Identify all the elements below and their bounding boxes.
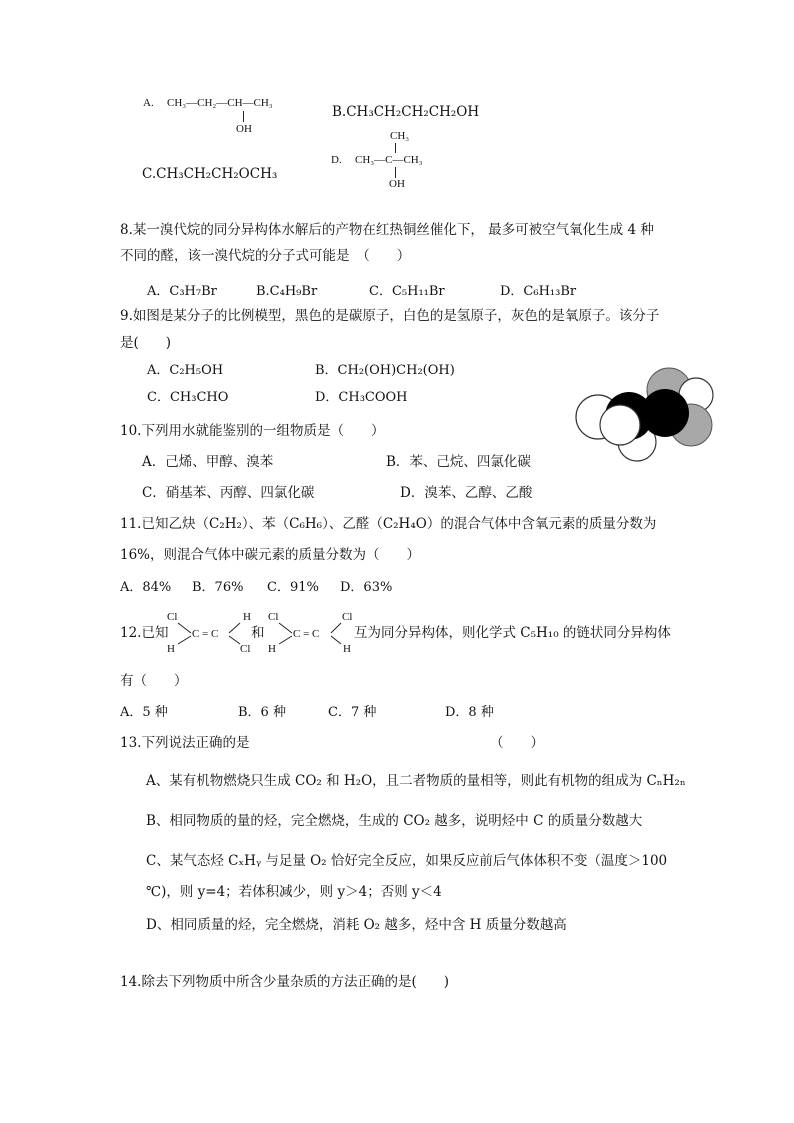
q12-struct1-core: C = C <box>192 628 219 640</box>
q8-option-b[interactable]: B.C₄H₉Br <box>256 284 318 299</box>
q12-option-a[interactable]: A．5 种 <box>120 705 168 720</box>
option-d-bond-bottom <box>395 167 396 178</box>
q12-struct2-bottom-right: H <box>343 643 351 655</box>
q13-option-d[interactable]: D、相同质量的烃，完全燃烧，消耗 O₂ 越多，烃中含 H 质量分数越高 <box>146 917 567 933</box>
q8-option-a[interactable]: A．C₃H₇Br <box>147 284 217 299</box>
q9-option-c[interactable]: C．CH₃CHO <box>147 390 229 405</box>
q12-struct1-top-left: Cl <box>167 611 178 623</box>
q10-option-d[interactable]: D．溴苯、乙醇、乙酸 <box>400 485 533 501</box>
q12-struct1-bottom-left: H <box>167 643 175 655</box>
option-d-bond-top <box>395 143 396 153</box>
q8-option-c[interactable]: C．C₅H₁₁Br <box>369 284 445 299</box>
q14-stem: 14.除去下列物质中所含少量杂质的方法正确的是( ) <box>120 974 450 990</box>
option-d-top: CH₃ <box>390 130 410 142</box>
q13-stem: 13.下列说法正确的是 <box>120 735 250 751</box>
hydrogen-atom-front <box>600 405 640 445</box>
q12-option-b[interactable]: B．6 种 <box>238 705 286 720</box>
q13-option-b[interactable]: B、相同物质的量的烃，完全燃烧，生成的 CO₂ 越多，说明烃中 C 的质量分数越大 <box>146 813 643 829</box>
q12-option-c[interactable]: C．7 种 <box>328 705 377 720</box>
q8-option-d[interactable]: D．C₆H₁₃Br <box>500 284 577 299</box>
option-b: B.CH₃CH₂CH₂CH₂OH <box>332 104 480 120</box>
q11-line2: 16%，则混合气体中碳元素的质量分数为（ ） <box>120 547 421 563</box>
q12-prefix: 12.已知 <box>120 625 169 641</box>
q10-stem: 10.下列用水就能鉴别的一组物质是（ ） <box>120 423 385 439</box>
option-c: C.CH₃CH₂CH₂OCH₃ <box>142 166 278 182</box>
q9-option-d[interactable]: D．CH₃COOH <box>315 390 408 405</box>
q12-struct2-bonds <box>261 610 361 658</box>
molecule-model-figure <box>572 366 718 462</box>
q12-struct2-core: C = C <box>293 628 320 640</box>
q12-struct1-bottom-right: Cl <box>240 643 251 655</box>
option-a-chain: CH₃—CH₂—CH—CH₃ <box>167 97 273 109</box>
q11-option-d[interactable]: D．63% <box>340 580 393 595</box>
option-a-oh: OH <box>236 123 252 135</box>
carbon-atom-right <box>641 389 689 437</box>
q11-option-b[interactable]: B．76% <box>192 580 244 595</box>
q12-struct2-top-right: Cl <box>342 611 353 623</box>
q12-suffix: 互为同分异构体，则化学式 C₅H₁₀ 的链状同分异构体 <box>354 625 671 641</box>
q12-line2: 有（ ） <box>120 673 188 689</box>
q12-and: 和 <box>251 625 265 641</box>
q12-option-d[interactable]: D．8 种 <box>445 705 494 720</box>
q9-option-b[interactable]: B．CH₂(OH)CH₂(OH) <box>315 363 455 378</box>
q9-line1: 9.如图是某分子的比例模型，黑色的是碳原子，白色的是氢原子，灰色的是氧原子。该分子 <box>120 308 660 324</box>
q12-struct2-bottom-left: H <box>268 643 276 655</box>
q11-option-a[interactable]: A．84% <box>120 580 172 595</box>
q12-struct2-top-left: Cl <box>268 611 279 623</box>
q9-option-a[interactable]: A．C₂H₅OH <box>147 363 224 378</box>
option-d-label: D. <box>331 154 342 166</box>
q9-line2: 是( ) <box>120 335 172 351</box>
option-d-chain: CH₃—C—CH₃ <box>355 154 423 166</box>
q10-option-a[interactable]: A．己烯、甲醇、溴苯 <box>142 454 274 470</box>
q11-option-c[interactable]: C．91% <box>267 580 319 595</box>
q11-line1: 11.已知乙炔（C₂H₂）、苯（C₆H₆）、乙醛（C₂H₄O）的混合气体中含氧元素的质量分数为 <box>120 516 657 532</box>
option-a-label: A. <box>143 97 154 109</box>
option-a-bond <box>243 111 244 122</box>
q10-option-b[interactable]: B．苯、己烷、四氯化碳 <box>386 454 531 470</box>
q13-option-c-line1[interactable]: C、某气态烃 CₓHᵧ 与足量 O₂ 恰好完全反应，如果反应前后气体体积不变（温度＞100 <box>146 853 668 869</box>
q10-option-c[interactable]: C．硝基苯、丙醇、四氯化碳 <box>142 485 315 501</box>
option-d-oh: OH <box>389 178 405 190</box>
q13-answer-paren: （ ） <box>490 735 544 751</box>
q13-option-c-line2[interactable]: ℃)，则 y=4；若体积减少，则 y＞4；否则 y＜4 <box>146 884 442 900</box>
q8-line1: 8.某一溴代烷的同分异构体水解后的产物在红热铜丝催化下， 最多可被空气氧化生成 4 种 <box>120 222 654 238</box>
q13-option-a[interactable]: A、某有机物燃烧只生成 CO₂ 和 H₂O，且二者物质的量相等，则此有机物的组成为 CₙH₂ₙ <box>146 773 686 789</box>
q12-struct1-bonds <box>160 610 260 658</box>
q8-line2: 不同的醛，该一溴代烷的分子式可能是 （ ） <box>120 248 411 264</box>
q12-struct1-top-right: H <box>243 611 251 623</box>
